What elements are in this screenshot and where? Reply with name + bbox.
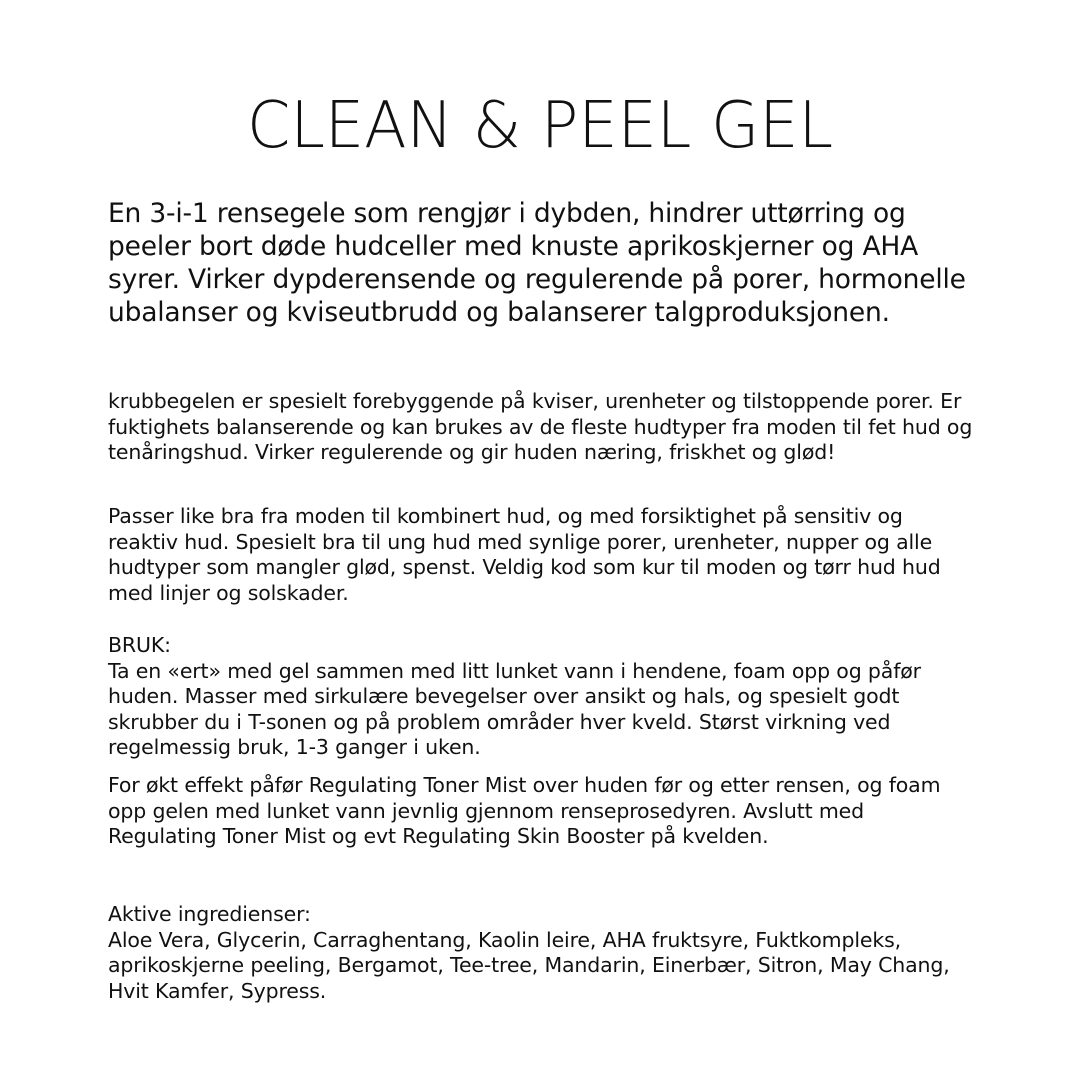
description-paragraph: krubbegelen er spesielt forebyggende på kviser, urenheter og tilstoppende porer. Er fuktighets balanserende og kan brukes av de fleste hudtyper fra moden til fet hud og tenåringshud. Virker regulerende og gir huden næring, friskhet og glød! xyxy=(108,389,973,464)
ingredients-heading: Aktive ingredienser xyxy=(108,902,305,926)
tips-paragraph: For økt effekt påfør Regulating Toner Mist over huden før og etter rensen, og foam opp gelen med lunket vann jevnlig gjennom renseprosedyren. Avslutt med Regulating Toner Mist og evt Regulating Skin Booster på kvelden. xyxy=(108,773,941,848)
ingredients-heading-colon: : xyxy=(304,902,311,926)
usage-heading: BRUK: xyxy=(108,633,171,657)
product-intro: En 3-i-1 rensegele som rengjør i dybden, hindrer uttørring og peeler bort døde hudceller med knuste aprikoskjerner og AHA syrer. Virker dypderensende og regulerende på porer, hormonelle ubalanser og kviseutbrudd og balanserer talgproduksjonen. xyxy=(108,198,966,328)
ingredients-section xyxy=(108,902,978,1004)
usage-section xyxy=(108,633,978,761)
ingredients-heading-row xyxy=(108,902,978,928)
page-title: CLEAN & PEEL GEL xyxy=(246,89,834,163)
usage-text: Ta en «ert» med gel sammen med litt lunket vann i hendene, foam opp og påfør huden. Masser med sirkulære bevegelser over ansikt og hals, og spesielt godt skrubber du i T-sonen og på problem områder hver kveld. Størst virkning ved regelmessig bruk, 1-3 ganger i uken. xyxy=(108,658,921,759)
skin-type-paragraph: Passer like bra fra moden til kombinert hud, og med forsiktighet på sensitiv og reaktiv hud. Spesielt bra til ung hud med synlige porer, urenheter, nupper og alle hudtyper som mangler glød, spenst. Veldig kod som kur til moden og tørr hud hud med linjer og solskader. xyxy=(108,504,941,605)
ingredients-list: Aloe Vera, Glycerin, Carraghentang, Kaolin leire, AHA fruktsyre, Fuktkompleks, aprikoskjerne peeling, Bergamot, Tee-tree, Mandarin, Einerbær, Sitron, May Chang, Hvit Kamfer, Sypress. xyxy=(108,927,950,1003)
